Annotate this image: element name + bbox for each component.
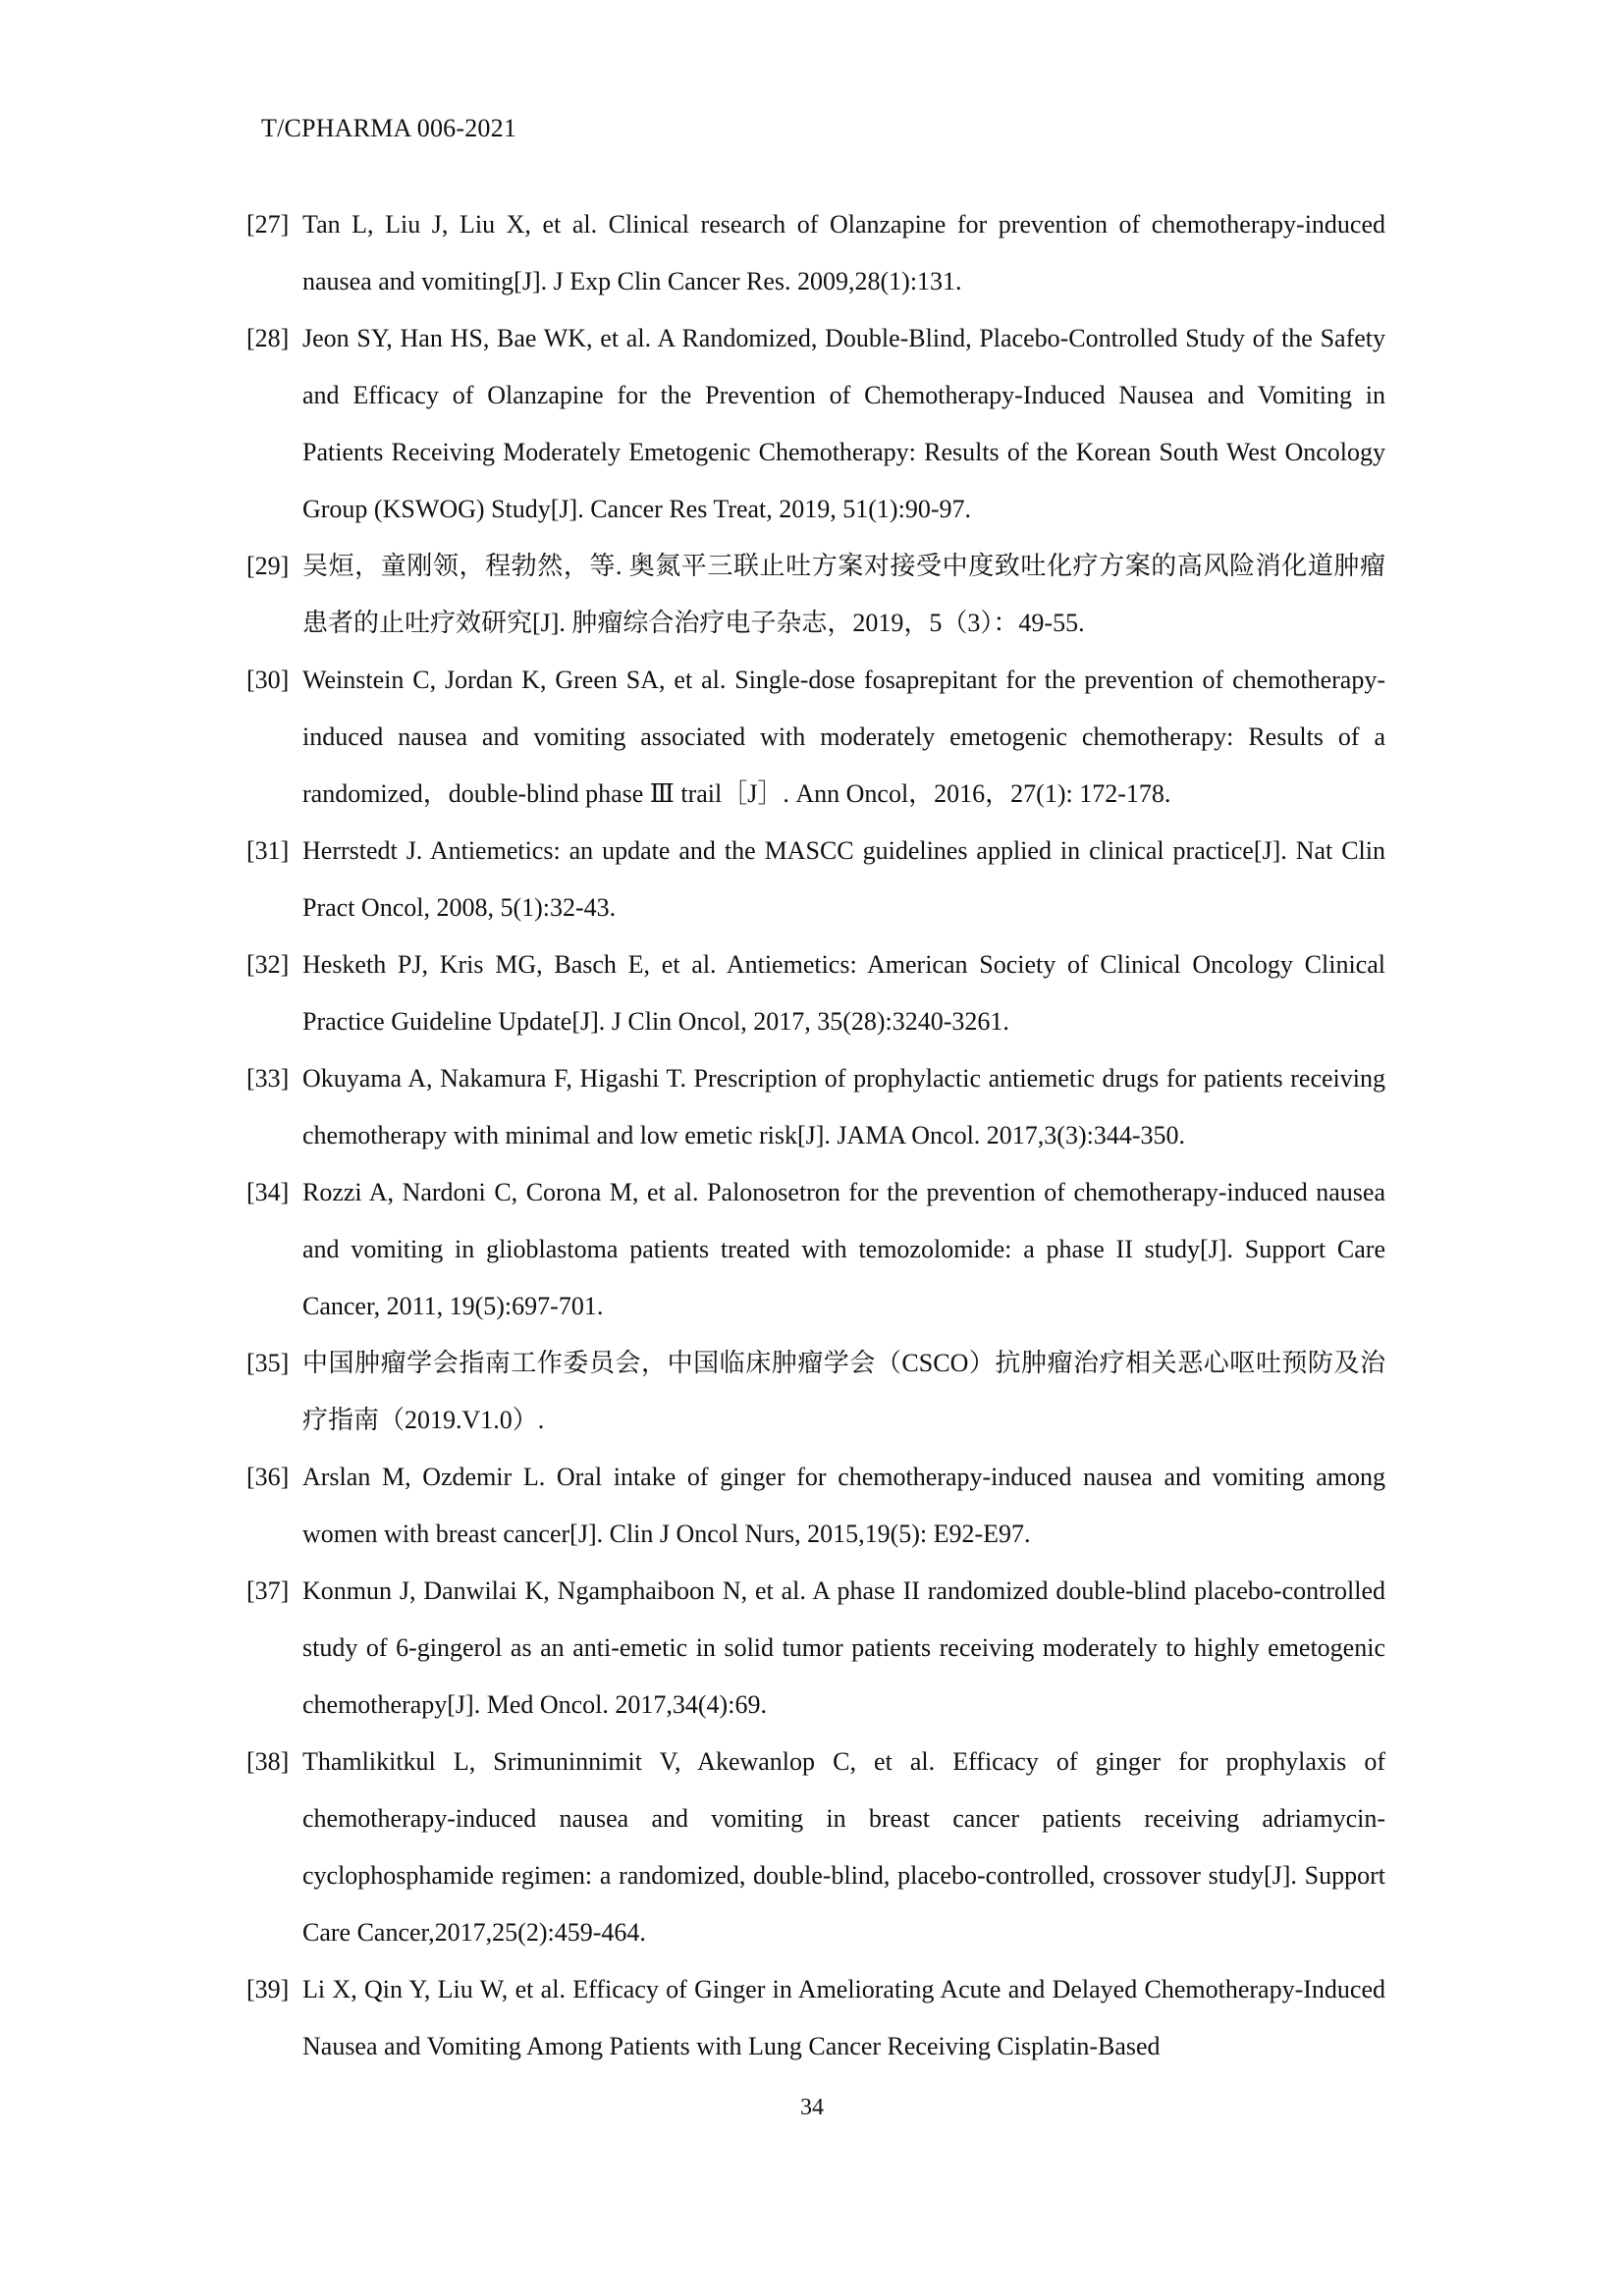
reference-item bbox=[246, 1734, 1385, 1961]
reference-number: [31] bbox=[246, 836, 290, 865]
reference-item bbox=[246, 823, 1385, 936]
reference-number: [38] bbox=[246, 1747, 290, 1776]
reference-number: [28] bbox=[246, 324, 290, 352]
reference-number: [29] bbox=[246, 552, 290, 580]
reference-number: [37] bbox=[246, 1576, 290, 1605]
reference-number: [39] bbox=[246, 1975, 290, 2003]
reference-list bbox=[246, 196, 1385, 2075]
reference-item bbox=[246, 1164, 1385, 1335]
reference-number: [27] bbox=[246, 210, 290, 239]
page-number: 34 bbox=[800, 2095, 824, 2120]
reference-item bbox=[246, 310, 1385, 538]
reference-number: [34] bbox=[246, 1178, 290, 1206]
reference-text: Li X, Qin Y, Liu W, et al. Efficacy of Ginger in Ameliorating Acute and Delayed Chemotherapy-Induced Nausea and Vomiting Among Patients with Lung Cancer Receiving Cisplatin-Based bbox=[302, 1975, 1385, 2060]
reference-number: [32] bbox=[246, 950, 290, 979]
reference-text: Thamlikitkul L, Srimuninnimit V, Akewanlop C, et al. Efficacy of ginger for prophylaxis of chemotherapy-induced nausea and vomiting in breast cancer patients receiving adriamycin-cyclophosphamide regimen: a randomized, double-blind, placebo-controlled, crossover study[J]. Support Care Cancer,2017,25(2):459-464. bbox=[302, 1747, 1385, 1947]
reference-text: Rozzi A, Nardoni C, Corona M, et al. Palonosetron for the prevention of chemotherapy-induced nausea and vomiting in glioblastoma patients treated with temozolomide: a phase II study[J]. Support Care Cancer, 2011, 19(5):697-701. bbox=[302, 1178, 1385, 1320]
reference-item bbox=[246, 936, 1385, 1050]
reference-item bbox=[246, 1961, 1385, 2075]
reference-text: Arslan M, Ozdemir L. Oral intake of ginger for chemotherapy-induced nausea and vomiting among women with breast cancer[J]. Clin J Oncol Nurs, 2015,19(5): E92-E97. bbox=[302, 1463, 1385, 1548]
reference-text: 吴烜，童刚领，程勃然，等. 奥氮平三联止吐方案对接受中度致吐化疗方案的高风险消化道肿瘤患者的止吐疗效研究[J]. 肿瘤综合治疗电子杂志，2019，5（3）：49-55. bbox=[302, 552, 1385, 637]
reference-item bbox=[246, 538, 1385, 652]
reference-number: [30] bbox=[246, 666, 290, 694]
reference-item bbox=[246, 1449, 1385, 1563]
reference-item bbox=[246, 652, 1385, 823]
reference-text: Weinstein C, Jordan K, Green SA, et al. Single-dose fosaprepitant for the prevention of chemotherapy-induced nausea and vomiting associated with moderately emetogenic chemotherapy: Results of a randomized，double-blind phase Ⅲ trail［J］. Ann Oncol，2016，27(1): 172-178. bbox=[302, 666, 1385, 808]
reference-item bbox=[246, 1563, 1385, 1734]
reference-text: Tan L, Liu J, Liu X, et al. Clinical research of Olanzapine for prevention of chemotherapy-induced nausea and vomiting[J]. J Exp Clin Cancer Res. 2009,28(1):131. bbox=[302, 210, 1385, 295]
reference-text: 中国肿瘤学会指南工作委员会，中国临床肿瘤学会（CSCO）抗肿瘤治疗相关恶心呕吐预防及治疗指南（2019.V1.0）. bbox=[302, 1349, 1385, 1434]
reference-text: Konmun J, Danwilai K, Ngamphaiboon N, et al. A phase II randomized double-blind placebo-controlled study of 6-gingerol as an anti-emetic in solid tumor patients receiving moderately to highly emetogenic chemotherapy[J]. Med Oncol. 2017,34(4):69. bbox=[302, 1576, 1385, 1719]
reference-number: [35] bbox=[246, 1349, 290, 1377]
reference-item bbox=[246, 1050, 1385, 1164]
reference-item bbox=[246, 1335, 1385, 1449]
reference-text: Okuyama A, Nakamura F, Higashi T. Prescription of prophylactic antiemetic drugs for patients receiving chemotherapy with minimal and low emetic risk[J]. JAMA Oncol. 2017,3(3):344-350. bbox=[302, 1064, 1385, 1149]
document-header: T/CPHARMA 006-2021 bbox=[261, 114, 517, 142]
reference-text: Jeon SY, Han HS, Bae WK, et al. A Randomized, Double-Blind, Placebo-Controlled Study of the Safety and Efficacy of Olanzapine for the Prevention of Chemotherapy-Induced Nausea and Vomiting in Patients Receiving Moderately Emetogenic Chemotherapy: Results of the Korean South West Oncology Group (KSWOG) Study[J]. Cancer Res Treat, 2019, 51(1):90-97. bbox=[302, 324, 1385, 523]
reference-text: Herrstedt J. Antiemetics: an update and the MASCC guidelines applied in clinical practice[J]. Nat Clin Pract Oncol, 2008, 5(1):32-43. bbox=[302, 836, 1385, 922]
reference-number: [36] bbox=[246, 1463, 290, 1491]
reference-number: [33] bbox=[246, 1064, 290, 1093]
reference-item bbox=[246, 196, 1385, 310]
reference-text: Hesketh PJ, Kris MG, Basch E, et al. Antiemetics: American Society of Clinical Oncology Clinical Practice Guideline Update[J]. J Clin Oncol, 2017, 35(28):3240-3261. bbox=[302, 950, 1385, 1036]
